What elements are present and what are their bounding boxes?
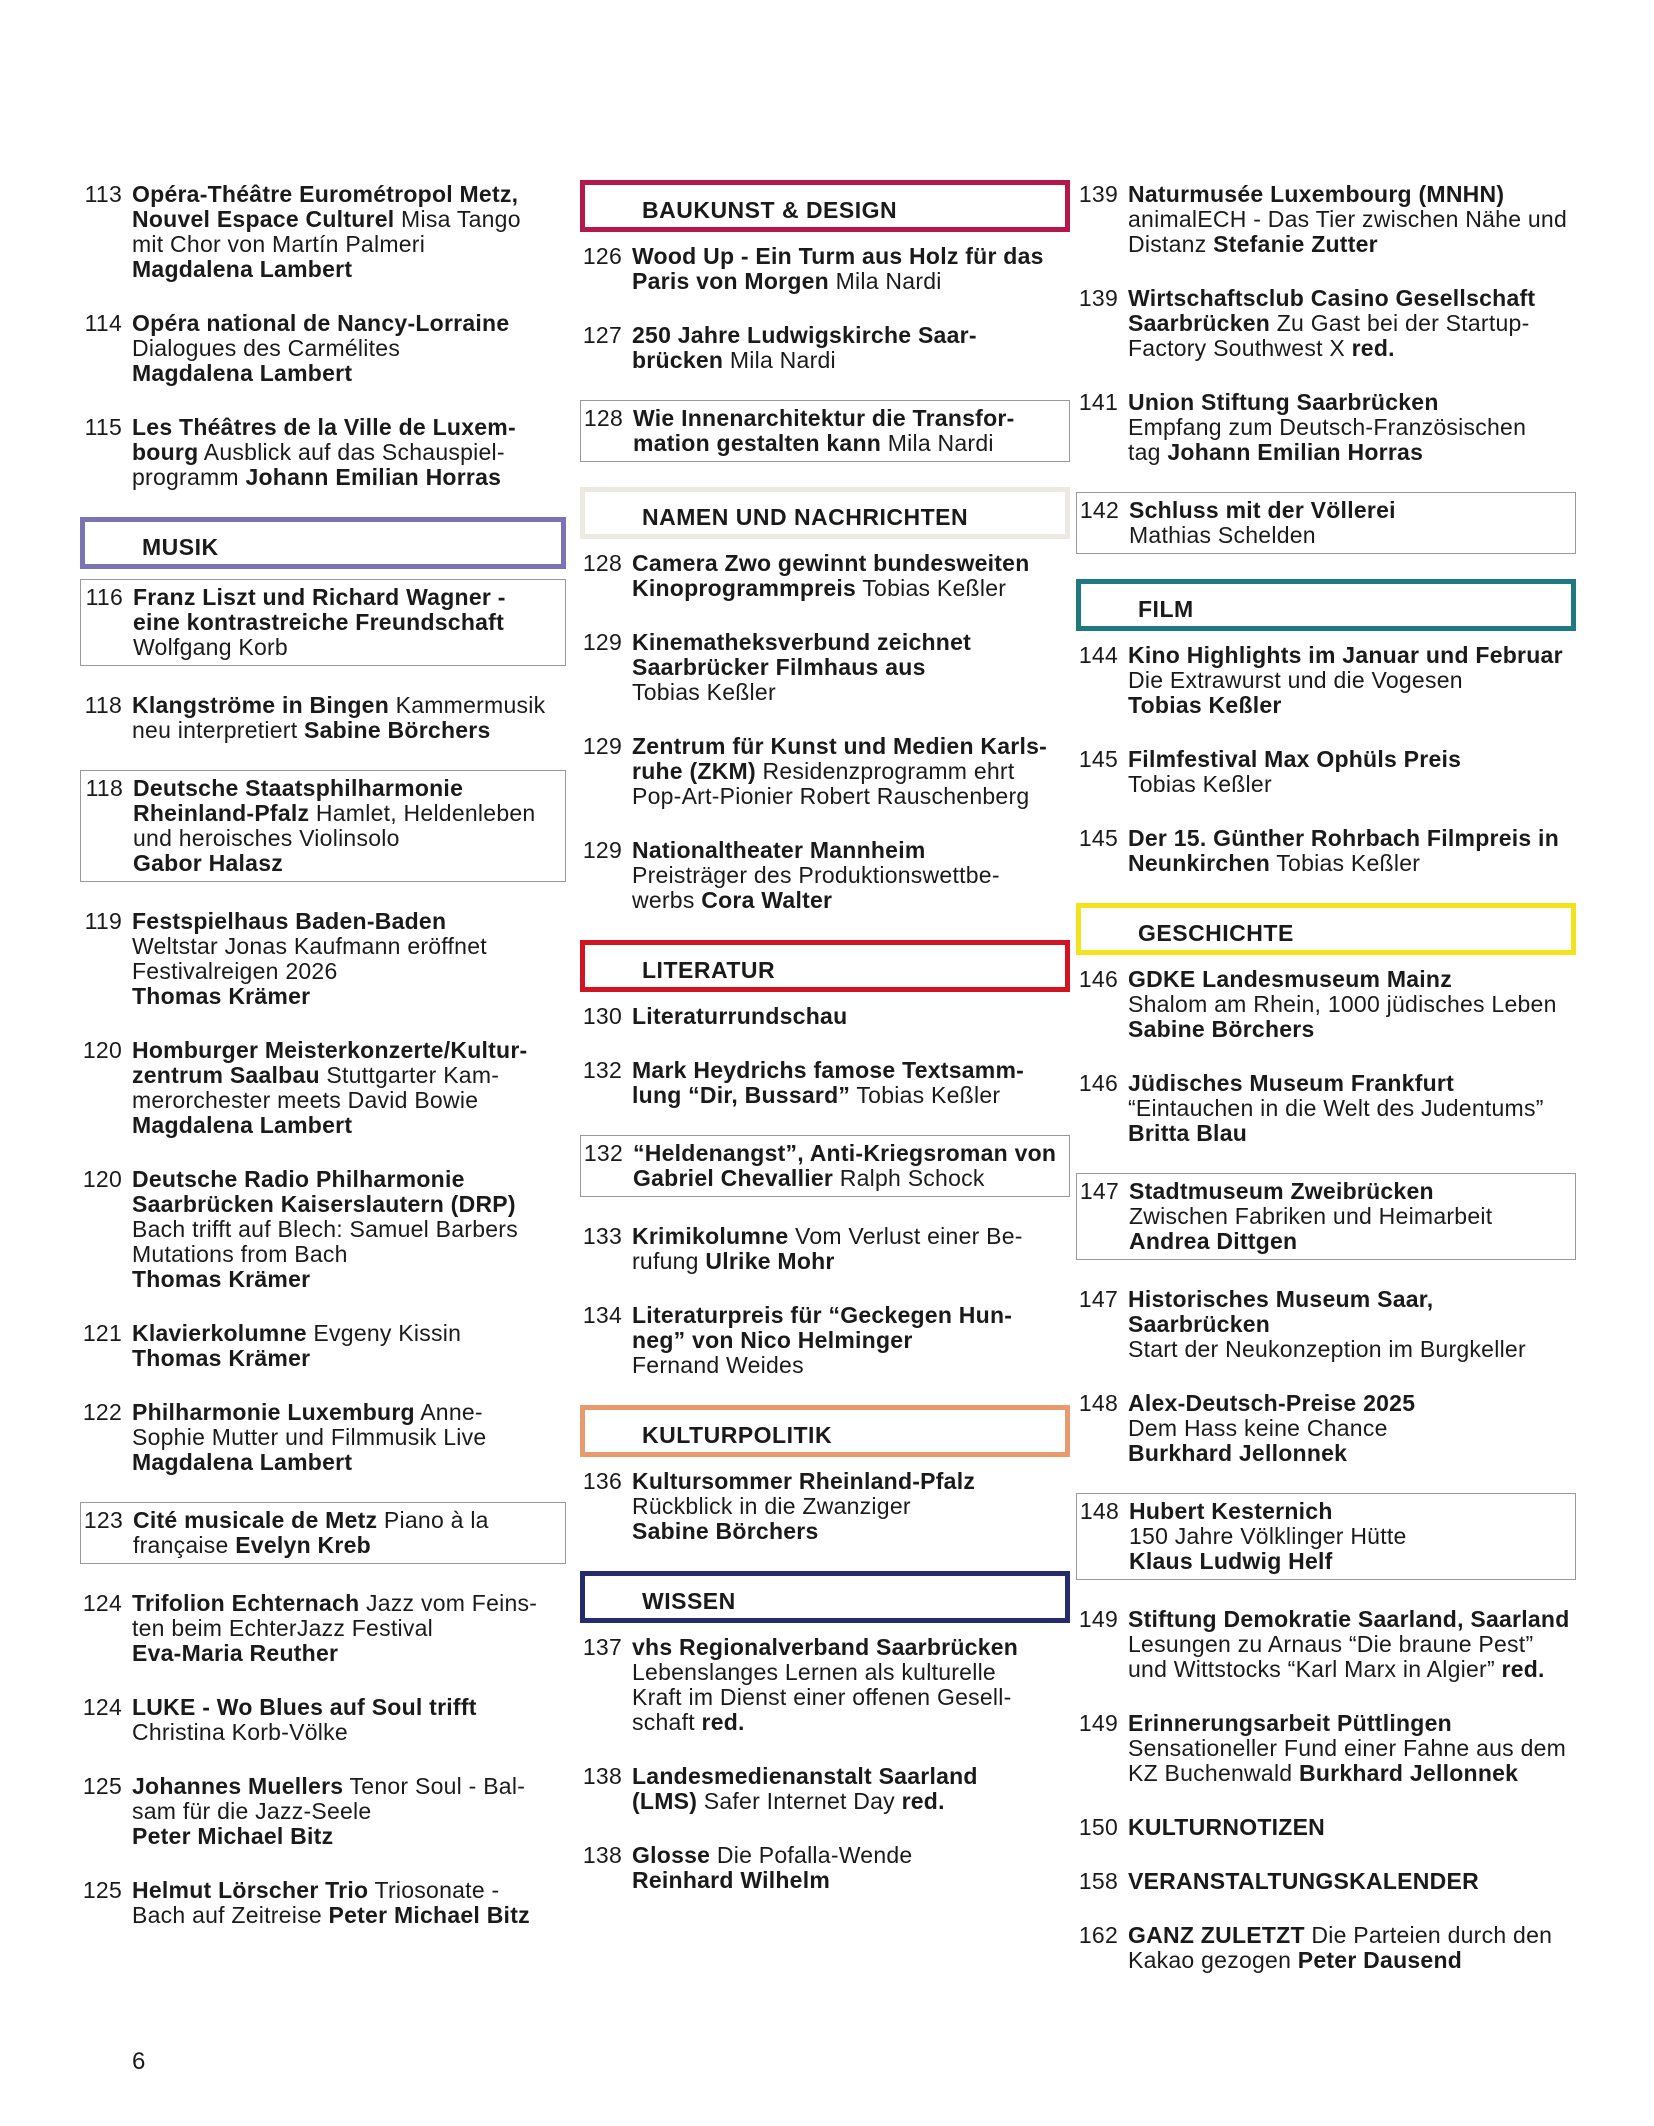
entry-title: Glosse bbox=[632, 1842, 711, 1868]
section-header: FILM bbox=[1076, 579, 1576, 631]
entry-text bbox=[132, 1400, 566, 1475]
entry-description: Triosonate - Bach auf Zeitreise bbox=[132, 1877, 500, 1928]
entry-description: Jazz vom Feins- ten beim EchterJazz Festival bbox=[132, 1590, 538, 1641]
entry-description: Dem Hass keine Chance bbox=[1128, 1415, 1388, 1441]
toc-entry bbox=[580, 1002, 1070, 1031]
entry-page-number: 130 bbox=[582, 1003, 622, 1029]
entry-description: animalECH - Das Tier zwischen Nähe und Distanz bbox=[1128, 206, 1568, 257]
entry-description: Zwischen Fabriken und Heimarbeit bbox=[1129, 1203, 1493, 1229]
entry-text bbox=[1128, 1711, 1576, 1786]
toc-entry bbox=[580, 1301, 1070, 1380]
entry-page-number: 129 bbox=[582, 733, 622, 759]
toc-entry bbox=[1076, 1285, 1576, 1364]
section-header: LITERATUR bbox=[580, 940, 1070, 992]
entry-text bbox=[632, 1058, 1070, 1108]
entry-page-number: 139 bbox=[1078, 285, 1118, 311]
entry-description: Mila Nardi bbox=[723, 347, 836, 373]
entry-author: Andrea Dittgen bbox=[1129, 1228, 1298, 1254]
toc-entry bbox=[580, 732, 1070, 811]
entry-title: Union Stiftung Saarbrücken bbox=[1128, 389, 1439, 415]
entry-author: Klaus Ludwig Helf bbox=[1129, 1548, 1333, 1574]
entry-author: Magdalena Lambert bbox=[132, 1112, 353, 1138]
entry-title: Literaturpreis für “Geckegen Hun- neg” von Nico Helminger bbox=[632, 1302, 1013, 1353]
toc-entry bbox=[1076, 284, 1576, 363]
entry-description: Lebenslanges Lernen als kulturelle Kraft im Dienst einer offenen Gesell- schaft bbox=[632, 1659, 1012, 1735]
toc-entry bbox=[580, 1056, 1070, 1110]
entry-title: Wirtschaftsclub Casino Gesellschaft Saarbrücken bbox=[1128, 285, 1536, 336]
entry-text bbox=[1128, 1287, 1576, 1362]
toc-entry bbox=[1076, 1389, 1576, 1468]
entry-description: Die Extrawurst und die Vogesen bbox=[1128, 667, 1463, 693]
entry-text bbox=[1128, 1607, 1576, 1682]
entry-title: Opéra-Théâtre Eurométropol Metz, Nouvel Espace Culturel bbox=[132, 181, 519, 232]
entry-title: KULTURNOTIZEN bbox=[1128, 1814, 1326, 1840]
entry-text bbox=[132, 1591, 566, 1666]
entry-page-number: 145 bbox=[1078, 746, 1118, 772]
entry-page-number: 114 bbox=[84, 310, 122, 336]
entry-text bbox=[132, 311, 566, 386]
entry-page-number: 142 bbox=[1079, 497, 1119, 523]
entry-text bbox=[632, 323, 1070, 373]
entry-page-number: 145 bbox=[1078, 825, 1118, 851]
entry-author: red. bbox=[701, 1709, 745, 1735]
entry-author: Ulrike Mohr bbox=[705, 1248, 835, 1274]
entry-author: Burkhard Jellonnek bbox=[1128, 1440, 1348, 1466]
entry-title: Klavierkolumne bbox=[132, 1320, 307, 1346]
entry-author: Thomas Krämer bbox=[132, 1345, 311, 1371]
entry-page-number: 118 bbox=[84, 692, 122, 718]
toc-entry bbox=[80, 1036, 566, 1140]
toc-entry bbox=[580, 1222, 1070, 1276]
entry-page-number: 137 bbox=[582, 1634, 622, 1660]
entry-author: Cora Walter bbox=[701, 887, 833, 913]
toc-entry bbox=[80, 579, 566, 666]
entry-page-number: 149 bbox=[1078, 1710, 1118, 1736]
entry-author: Burkhard Jellonnek bbox=[1298, 1760, 1519, 1786]
entry-description: Piano à la française bbox=[133, 1507, 489, 1558]
entry-title: Camera Zwo gewinnt bundesweiten Kinoprogrammpreis bbox=[632, 550, 1030, 601]
entry-author: Eva-Maria Reuther bbox=[132, 1640, 339, 1666]
toc-entry bbox=[1076, 1493, 1576, 1580]
entry-description: Stuttgarter Kam- merorchester meets David Bowie bbox=[132, 1062, 500, 1113]
entry-title: Kinematheksverbund zeichnet Saarbrücker Filmhaus aus bbox=[632, 629, 972, 680]
entry-title: Nationaltheater Mannheim bbox=[632, 837, 926, 863]
entry-title: Trifolion Echternach bbox=[132, 1590, 360, 1616]
entry-description: Rückblick in die Zwanziger bbox=[632, 1493, 911, 1519]
toc-entry bbox=[580, 1633, 1070, 1737]
entry-description: 150 Jahre Völklinger Hütte bbox=[1129, 1523, 1407, 1549]
entry-title: Cité musicale de Metz bbox=[133, 1507, 378, 1533]
toc-entry bbox=[580, 400, 1070, 462]
entry-description: Shalom am Rhein, 1000 jüdisches Leben bbox=[1128, 991, 1557, 1017]
entry-author: Sabine Börchers bbox=[632, 1518, 819, 1544]
section-header: BAUKUNST & DESIGN bbox=[580, 180, 1070, 232]
entry-title: Literaturrundschau bbox=[632, 1003, 848, 1029]
entry-description: Die Pofalla-Wende bbox=[716, 1842, 913, 1868]
entry-description: Lesungen zu Arnaus “Die braune Pest” und Wittstocks “Karl Marx in Algier” bbox=[1128, 1631, 1534, 1682]
entry-page-number: 128 bbox=[582, 550, 622, 576]
entry-author: Magdalena Lambert bbox=[132, 360, 353, 386]
entry-text bbox=[632, 1469, 1070, 1544]
toc-entry bbox=[80, 907, 566, 1011]
entry-text bbox=[133, 1508, 565, 1558]
entry-description: Sensationeller Fund einer Fahne aus dem KZ Buchenwald bbox=[1128, 1735, 1567, 1786]
entry-description: Fernand Weides bbox=[632, 1352, 804, 1378]
entry-text bbox=[632, 551, 1070, 601]
entry-title: VERANSTALTUNGSKALENDER bbox=[1128, 1868, 1479, 1894]
entry-text bbox=[132, 415, 566, 490]
toc-entry bbox=[1076, 1069, 1576, 1148]
entry-title: Opéra national de Nancy-Lorraine bbox=[132, 310, 510, 336]
entry-description: Tobias Keßler bbox=[1270, 850, 1421, 876]
entry-text bbox=[632, 1843, 1070, 1893]
entry-text bbox=[632, 1004, 1070, 1029]
entry-description: “Eintauchen in die Welt des Judentums” bbox=[1128, 1095, 1544, 1121]
entry-page-number: 134 bbox=[582, 1302, 622, 1328]
entry-title: Historisches Museum Saar, Saarbrücken bbox=[1128, 1286, 1434, 1337]
entry-description: Tobias Keßler bbox=[856, 575, 1007, 601]
entry-author: Reinhard Wilhelm bbox=[632, 1867, 831, 1893]
entry-description: Tobias Keßler bbox=[850, 1082, 1001, 1108]
toc-entry bbox=[580, 836, 1070, 915]
entry-description: Mila Nardi bbox=[881, 430, 994, 456]
toc-entry bbox=[1076, 1813, 1576, 1842]
entry-description: Kammermusik neu interpretiert bbox=[132, 692, 546, 743]
toc-entry bbox=[1076, 1173, 1576, 1260]
entry-description: Mathias Schelden bbox=[1129, 522, 1316, 548]
entry-description: Dialogues des Carmélites bbox=[132, 335, 401, 361]
entry-description: Die Parteien durch den Kakao gezogen bbox=[1128, 1922, 1553, 1973]
entry-description: Hamlet, Heldenleben und heroisches Violinsolo bbox=[133, 800, 536, 851]
toc-entry bbox=[580, 1762, 1070, 1816]
entry-page-number: 113 bbox=[84, 181, 122, 207]
entry-author: Magdalena Lambert bbox=[132, 256, 353, 282]
entry-author: Tobias Keßler bbox=[1128, 692, 1282, 718]
entry-page-number: 147 bbox=[1078, 1286, 1118, 1312]
entry-page-number: 149 bbox=[1078, 1606, 1118, 1632]
entry-text bbox=[633, 406, 1069, 456]
toc-entry bbox=[80, 1398, 566, 1477]
entry-page-number: 141 bbox=[1078, 389, 1118, 415]
section-header: MUSIK bbox=[80, 517, 566, 569]
entry-text bbox=[132, 1774, 566, 1849]
entry-author: Peter Michael Bitz bbox=[328, 1902, 530, 1928]
entry-page-number: 139 bbox=[1078, 181, 1118, 207]
entry-page-number: 124 bbox=[82, 1694, 122, 1720]
entry-description: Safer Internet Day bbox=[697, 1788, 902, 1814]
entry-author: Thomas Krämer bbox=[132, 1266, 311, 1292]
section-header: WISSEN bbox=[580, 1571, 1070, 1623]
entry-text bbox=[632, 244, 1070, 294]
toc-entry bbox=[80, 180, 566, 284]
toc-entry bbox=[80, 1502, 566, 1564]
toc-entry bbox=[1076, 1709, 1576, 1788]
toc-entry bbox=[1076, 388, 1576, 467]
toc-entry bbox=[80, 1589, 566, 1668]
entry-description: Residenzprogramm ehrt Pop-Art-Pionier Robert Rauschenberg bbox=[632, 758, 1030, 809]
entry-title: Krimikolumne bbox=[632, 1223, 789, 1249]
toc-entry bbox=[80, 309, 566, 388]
entry-author: Johann Emilian Horras bbox=[245, 464, 502, 490]
entry-text bbox=[1128, 1869, 1576, 1894]
toc-entry bbox=[1076, 745, 1576, 799]
entry-description: Tenor Soul - Bal- sam für die Jazz-Seele bbox=[132, 1773, 526, 1824]
entry-text bbox=[132, 1695, 566, 1745]
entry-author: red. bbox=[1501, 1656, 1545, 1682]
entry-page-number: 136 bbox=[582, 1468, 622, 1494]
entry-title: Klangströme in Bingen bbox=[132, 692, 389, 718]
toc-entry bbox=[580, 1467, 1070, 1546]
entry-text bbox=[132, 1167, 566, 1292]
toc-entry bbox=[580, 628, 1070, 707]
entry-author: Sabine Börchers bbox=[303, 717, 491, 743]
entry-title: Johannes Muellers bbox=[132, 1773, 344, 1799]
entry-description: Empfang zum Deutsch-Französischen tag bbox=[1128, 414, 1527, 465]
entry-author: Gabor Halasz bbox=[133, 850, 283, 876]
entry-text bbox=[1128, 643, 1576, 718]
entry-page-number: 125 bbox=[82, 1773, 122, 1799]
entry-title: Jüdisches Museum Frankfurt bbox=[1128, 1070, 1455, 1096]
entry-title: Filmfestival Max Ophüls Preis bbox=[1128, 746, 1462, 772]
entry-title: Landesmedienanstalt Saarland (LMS) bbox=[632, 1763, 978, 1814]
entry-author: red. bbox=[1351, 335, 1395, 361]
entry-title: Helmut Lörscher Trio bbox=[132, 1877, 369, 1903]
toc-entry bbox=[80, 1319, 566, 1373]
entry-description: Zu Gast bei der Startup- Factory Southwest X bbox=[1128, 310, 1530, 361]
entry-page-number: 120 bbox=[82, 1037, 122, 1063]
toc-entry bbox=[1076, 180, 1576, 259]
entry-page-number: 115 bbox=[84, 414, 122, 440]
entry-text bbox=[1129, 1499, 1575, 1574]
entry-title: Festspielhaus Baden-Baden bbox=[132, 908, 447, 934]
entry-title: “Heldenangst”, Anti-Kriegsroman von Gabriel Chevallier bbox=[633, 1140, 1057, 1191]
entry-text bbox=[632, 838, 1070, 913]
toc-entry bbox=[1076, 824, 1576, 878]
entry-page-number: 133 bbox=[582, 1223, 622, 1249]
entry-text bbox=[1128, 826, 1576, 876]
section-header: KULTURPOLITIK bbox=[580, 1405, 1070, 1457]
entry-title: LUKE - Wo Blues auf Soul trifft bbox=[132, 1694, 477, 1720]
entry-text bbox=[632, 1635, 1070, 1735]
toc-entry bbox=[580, 242, 1070, 296]
entry-page-number: 128 bbox=[583, 405, 623, 431]
entry-description: Misa Tango mit Chor von Martín Palmeri bbox=[132, 206, 521, 257]
toc-entry bbox=[1076, 1605, 1576, 1684]
entry-page-number: 120 bbox=[82, 1166, 122, 1192]
entry-page-number: 146 bbox=[1078, 1070, 1118, 1096]
entry-description: Vom Verlust einer Be- rufung bbox=[632, 1223, 1023, 1274]
entry-page-number: 132 bbox=[582, 1057, 622, 1083]
toc-entry bbox=[80, 1165, 566, 1294]
entry-page-number: 127 bbox=[582, 322, 622, 348]
toc-entry bbox=[580, 321, 1070, 375]
entry-description: Start der Neukonzeption im Burgkeller bbox=[1128, 1336, 1526, 1362]
entry-text bbox=[132, 1321, 566, 1371]
entry-description: Weltstar Jonas Kaufmann eröffnet Festivalreigen 2026 bbox=[132, 933, 487, 984]
entry-description: Anne- Sophie Mutter und Filmmusik Live bbox=[132, 1399, 487, 1450]
entry-page-number: 144 bbox=[1078, 642, 1118, 668]
entry-title: Mark Heydrichs famose Textsamm- lung “Dir, Bussard” bbox=[632, 1057, 1025, 1108]
toc-entry bbox=[80, 1876, 566, 1930]
toc-entry bbox=[580, 1135, 1070, 1197]
entry-description: Christina Korb-Völke bbox=[132, 1719, 348, 1745]
entry-author: Evelyn Kreb bbox=[235, 1532, 371, 1558]
entry-author: Stefanie Zutter bbox=[1213, 231, 1378, 257]
toc-entry bbox=[80, 1772, 566, 1851]
entry-page-number: 129 bbox=[582, 837, 622, 863]
entry-page-number: 129 bbox=[582, 629, 622, 655]
entry-title: Der 15. Günther Rohrbach Filmpreis in Neunkirchen bbox=[1128, 825, 1559, 876]
section-header: GESCHICHTE bbox=[1076, 903, 1576, 955]
entry-title: GANZ ZULETZT bbox=[1128, 1922, 1305, 1948]
entry-description: Bach trifft auf Blech: Samuel Barbers Mutations from Bach bbox=[132, 1216, 518, 1267]
entry-text bbox=[1128, 390, 1576, 465]
entry-text bbox=[132, 909, 566, 1009]
toc-column-middle bbox=[580, 180, 1070, 1920]
entry-title: Deutsche Radio Philharmonie Saarbrücken Kaiserslautern (DRP) bbox=[132, 1166, 516, 1217]
entry-title: Kultursommer Rheinland-Pfalz bbox=[632, 1468, 976, 1494]
entry-page-number: 146 bbox=[1078, 966, 1118, 992]
entry-page-number: 126 bbox=[582, 243, 622, 269]
toc-entry bbox=[1076, 641, 1576, 720]
entry-text bbox=[132, 1038, 566, 1138]
toc-entry bbox=[1076, 1867, 1576, 1896]
entry-page-number: 138 bbox=[582, 1842, 622, 1868]
entry-description: Preisträger des Produktionswettbe- werbs bbox=[632, 862, 1000, 913]
entry-title: Philharmonie Luxemburg bbox=[132, 1399, 415, 1425]
entry-text bbox=[1128, 1923, 1576, 1973]
entry-title: Les Théâtres de la Ville de Luxem- bourg bbox=[132, 414, 516, 465]
entry-page-number: 132 bbox=[583, 1140, 623, 1166]
entry-page-number: 118 bbox=[85, 775, 123, 801]
entry-text bbox=[1128, 182, 1576, 257]
entry-title: Kino Highlights im Januar und Februar bbox=[1128, 642, 1563, 668]
toc-entry bbox=[80, 1693, 566, 1747]
entry-text bbox=[1129, 498, 1575, 548]
entry-page-number: 150 bbox=[1078, 1814, 1118, 1840]
entry-text bbox=[132, 693, 566, 743]
toc-entry bbox=[580, 549, 1070, 603]
section-header: NAMEN UND NACHRICHTEN bbox=[580, 487, 1070, 539]
entry-text bbox=[1128, 1815, 1576, 1840]
entry-title: GDKE Landesmuseum Mainz bbox=[1128, 966, 1452, 992]
toc-entry bbox=[1076, 1921, 1576, 1975]
entry-title: Stiftung Demokratie Saarland, Saarland bbox=[1128, 1606, 1570, 1632]
toc-entry bbox=[1076, 492, 1576, 554]
entry-page-number: 162 bbox=[1078, 1922, 1118, 1948]
toc-entry bbox=[80, 413, 566, 492]
entry-page-number: 125 bbox=[82, 1877, 122, 1903]
entry-title: Erinnerungsarbeit Püttlingen bbox=[1128, 1710, 1452, 1736]
entry-text bbox=[632, 1224, 1070, 1274]
entry-author: Peter Dausend bbox=[1297, 1947, 1463, 1973]
entry-author: Peter Michael Bitz bbox=[132, 1823, 334, 1849]
toc-entry bbox=[580, 1841, 1070, 1895]
entry-page-number: 147 bbox=[1079, 1178, 1119, 1204]
entry-text bbox=[632, 1303, 1070, 1378]
entry-page-number: 122 bbox=[82, 1399, 122, 1425]
entry-description: Wolfgang Korb bbox=[133, 634, 288, 660]
entry-title: vhs Regionalverband Saarbrücken bbox=[632, 1634, 1019, 1660]
toc-entry bbox=[80, 770, 566, 882]
entry-text bbox=[1128, 1071, 1576, 1146]
entry-description: Ralph Schock bbox=[833, 1165, 985, 1191]
entry-author: Britta Blau bbox=[1128, 1120, 1248, 1146]
entry-title: Homburger Meisterkonzerte/Kultur- zentrum Saalbau bbox=[132, 1037, 528, 1088]
entry-text bbox=[1128, 1391, 1576, 1466]
entry-page-number: 121 bbox=[82, 1320, 122, 1346]
entry-title: Naturmusée Luxembourg (MNHN) bbox=[1128, 181, 1505, 207]
entry-author: red. bbox=[901, 1788, 945, 1814]
entry-page-number: 119 bbox=[84, 908, 122, 934]
entry-text bbox=[1128, 286, 1576, 361]
entry-description: Tobias Keßler bbox=[632, 679, 776, 705]
entry-text bbox=[1128, 967, 1576, 1042]
entry-page-number: 158 bbox=[1078, 1868, 1118, 1894]
page-number: 6 bbox=[132, 2048, 146, 2075]
entry-text bbox=[132, 182, 566, 282]
entry-title: 250 Jahre Ludwigskirche Saar- brücken bbox=[632, 322, 977, 373]
entry-text bbox=[1129, 1179, 1575, 1254]
entry-title: Schluss mit der Völlerei bbox=[1129, 497, 1396, 523]
entry-author: Magdalena Lambert bbox=[132, 1449, 353, 1475]
entry-title: Zentrum für Kunst und Medien Karls- ruhe (ZKM) bbox=[632, 733, 1048, 784]
entry-title: Wie Innenarchitektur die Transfor- mation gestalten kann bbox=[633, 405, 1015, 456]
entry-text bbox=[632, 1764, 1070, 1814]
toc-column-left bbox=[80, 180, 566, 1955]
entry-author: Johann Emilian Horras bbox=[1167, 439, 1424, 465]
entry-page-number: 124 bbox=[82, 1590, 122, 1616]
entry-description: Tobias Keßler bbox=[1128, 771, 1272, 797]
entry-author: Thomas Krämer bbox=[132, 983, 311, 1009]
entry-page-number: 116 bbox=[85, 584, 123, 610]
entry-text bbox=[633, 1141, 1069, 1191]
entry-page-number: 148 bbox=[1079, 1498, 1119, 1524]
entry-text bbox=[1128, 747, 1576, 797]
toc-entry bbox=[80, 691, 566, 745]
entry-text bbox=[133, 776, 565, 876]
entry-description: Mila Nardi bbox=[828, 268, 942, 294]
entry-text bbox=[132, 1878, 566, 1928]
entry-title: Deutsche Staatsphilharmonie Rheinland-Pfalz bbox=[133, 775, 464, 826]
entry-description: Ausblick auf das Schauspiel- programm bbox=[132, 439, 505, 490]
entry-page-number: 148 bbox=[1078, 1390, 1118, 1416]
entry-text bbox=[133, 585, 565, 660]
entry-title: Franz Liszt und Richard Wagner - eine kontrastreiche Freundschaft bbox=[133, 584, 506, 635]
toc-entry bbox=[1076, 965, 1576, 1044]
entry-text bbox=[632, 734, 1070, 809]
entry-page-number: 138 bbox=[582, 1763, 622, 1789]
entry-title: Wood Up - Ein Turm aus Holz für das Paris von Morgen bbox=[632, 243, 1044, 294]
toc-column-right bbox=[1076, 180, 1576, 2000]
entry-author: Sabine Börchers bbox=[1128, 1016, 1315, 1042]
entry-title: Stadtmuseum Zweibrücken bbox=[1129, 1178, 1434, 1204]
entry-page-number: 123 bbox=[83, 1507, 123, 1533]
entry-description: Evgeny Kissin bbox=[313, 1320, 462, 1346]
entry-title: Alex-Deutsch-Preise 2025 bbox=[1128, 1390, 1416, 1416]
entry-text bbox=[632, 630, 1070, 705]
entry-title: Hubert Kesternich bbox=[1129, 1498, 1333, 1524]
